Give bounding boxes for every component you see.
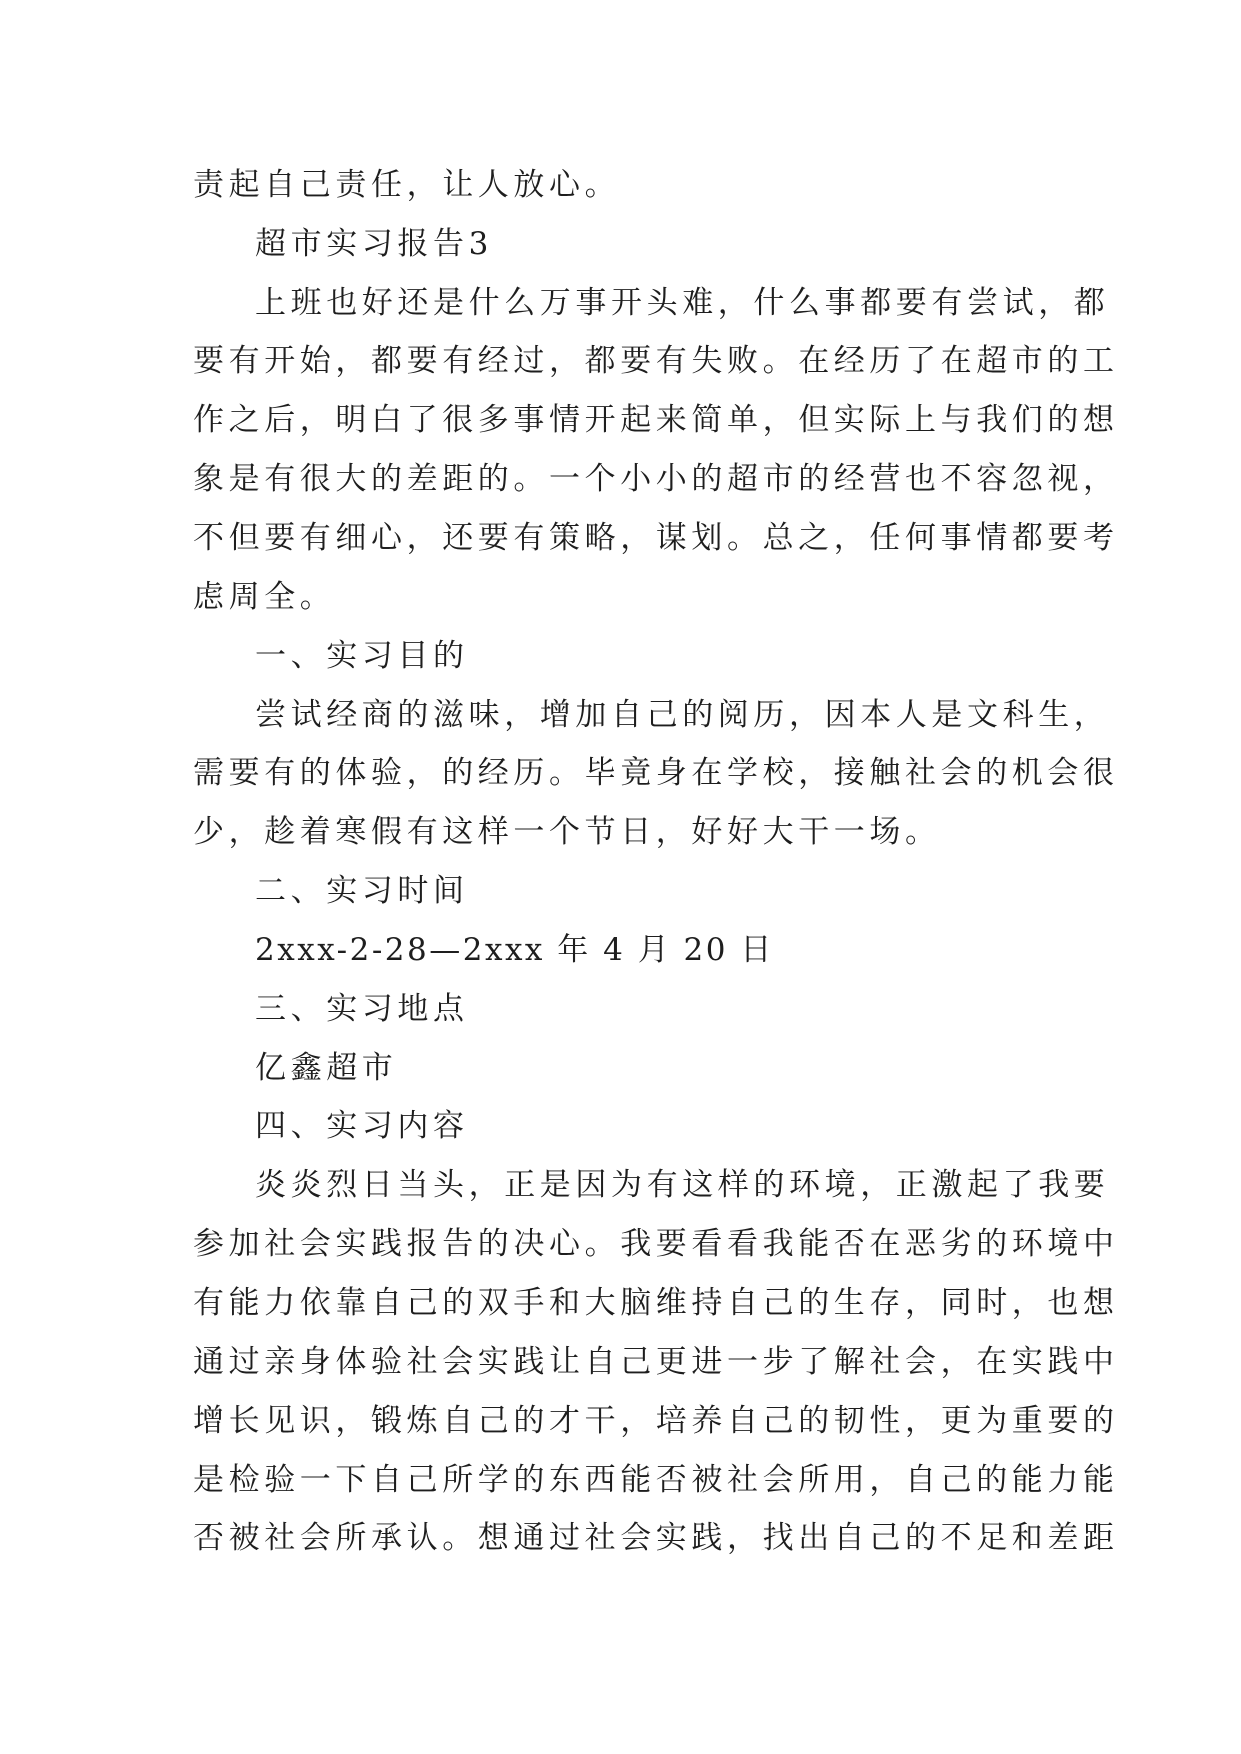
paragraph-line: 炎炎烈日当头，正是因为有这样的环境，正激起了我要 (255, 1167, 1110, 1203)
paragraph-line: 象是有很大的差距的。一个小小的超市的经营也不容忽视， (193, 461, 1119, 497)
paragraph-line: 责起自己责任，让人放心。 (193, 167, 621, 203)
paragraph-line: 要有开始，都要有经过，都要有失败。在经历了在超市的工 (193, 343, 1119, 379)
paragraph-line: 是检验一下自己所学的东西能否被社会所用，自己的能力能 (193, 1462, 1119, 1498)
section-heading: 四、实习内容 (255, 1108, 469, 1144)
section-heading: 三、实习地点 (255, 991, 469, 1027)
paragraph-line: 尝试经商的滋味，增加自己的阅历，因本人是文科生， (255, 697, 1110, 733)
paragraph-line: 增长见识，锻炼自己的才干，培养自己的韧性，更为重要的 (193, 1403, 1119, 1439)
paragraph-line: 作之后，明白了很多事情开起来简单，但实际上与我们的想 (193, 402, 1119, 438)
internship-location: 亿鑫超市 (255, 1050, 398, 1086)
paragraph-line: 上班也好还是什么万事开头难，什么事都要有尝试，都 (255, 285, 1110, 321)
paragraph-line: 虑周全。 (193, 579, 336, 615)
paragraph-line: 通过亲身体验社会实践让自己更进一步了解社会，在实践中 (193, 1344, 1119, 1380)
internship-dates: 2xxx-2-28—2xxx 年 4 月 20 日 (255, 932, 774, 968)
paragraph-line: 不但要有细心，还要有策略，谋划。总之，任何事情都要考 (193, 520, 1119, 556)
paragraph-line: 少，趁着寒假有这样一个节日，好好大干一场。 (193, 814, 941, 850)
paragraph-line: 参加社会实践报告的决心。我要看看我能否在恶劣的环境中 (193, 1226, 1119, 1262)
section-heading: 二、实习时间 (255, 873, 469, 909)
section-heading: 一、实习目的 (255, 638, 469, 674)
section-heading: 超市实习报告3 (255, 226, 493, 262)
paragraph-line: 否被社会所承认。想通过社会实践，找出自己的不足和差距 (193, 1520, 1119, 1556)
paragraph-line: 有能力依靠自己的双手和大脑维持自己的生存，同时，也想 (193, 1285, 1119, 1321)
paragraph-line: 需要有的体验，的经历。毕竟身在学校，接触社会的机会很 (193, 755, 1119, 791)
